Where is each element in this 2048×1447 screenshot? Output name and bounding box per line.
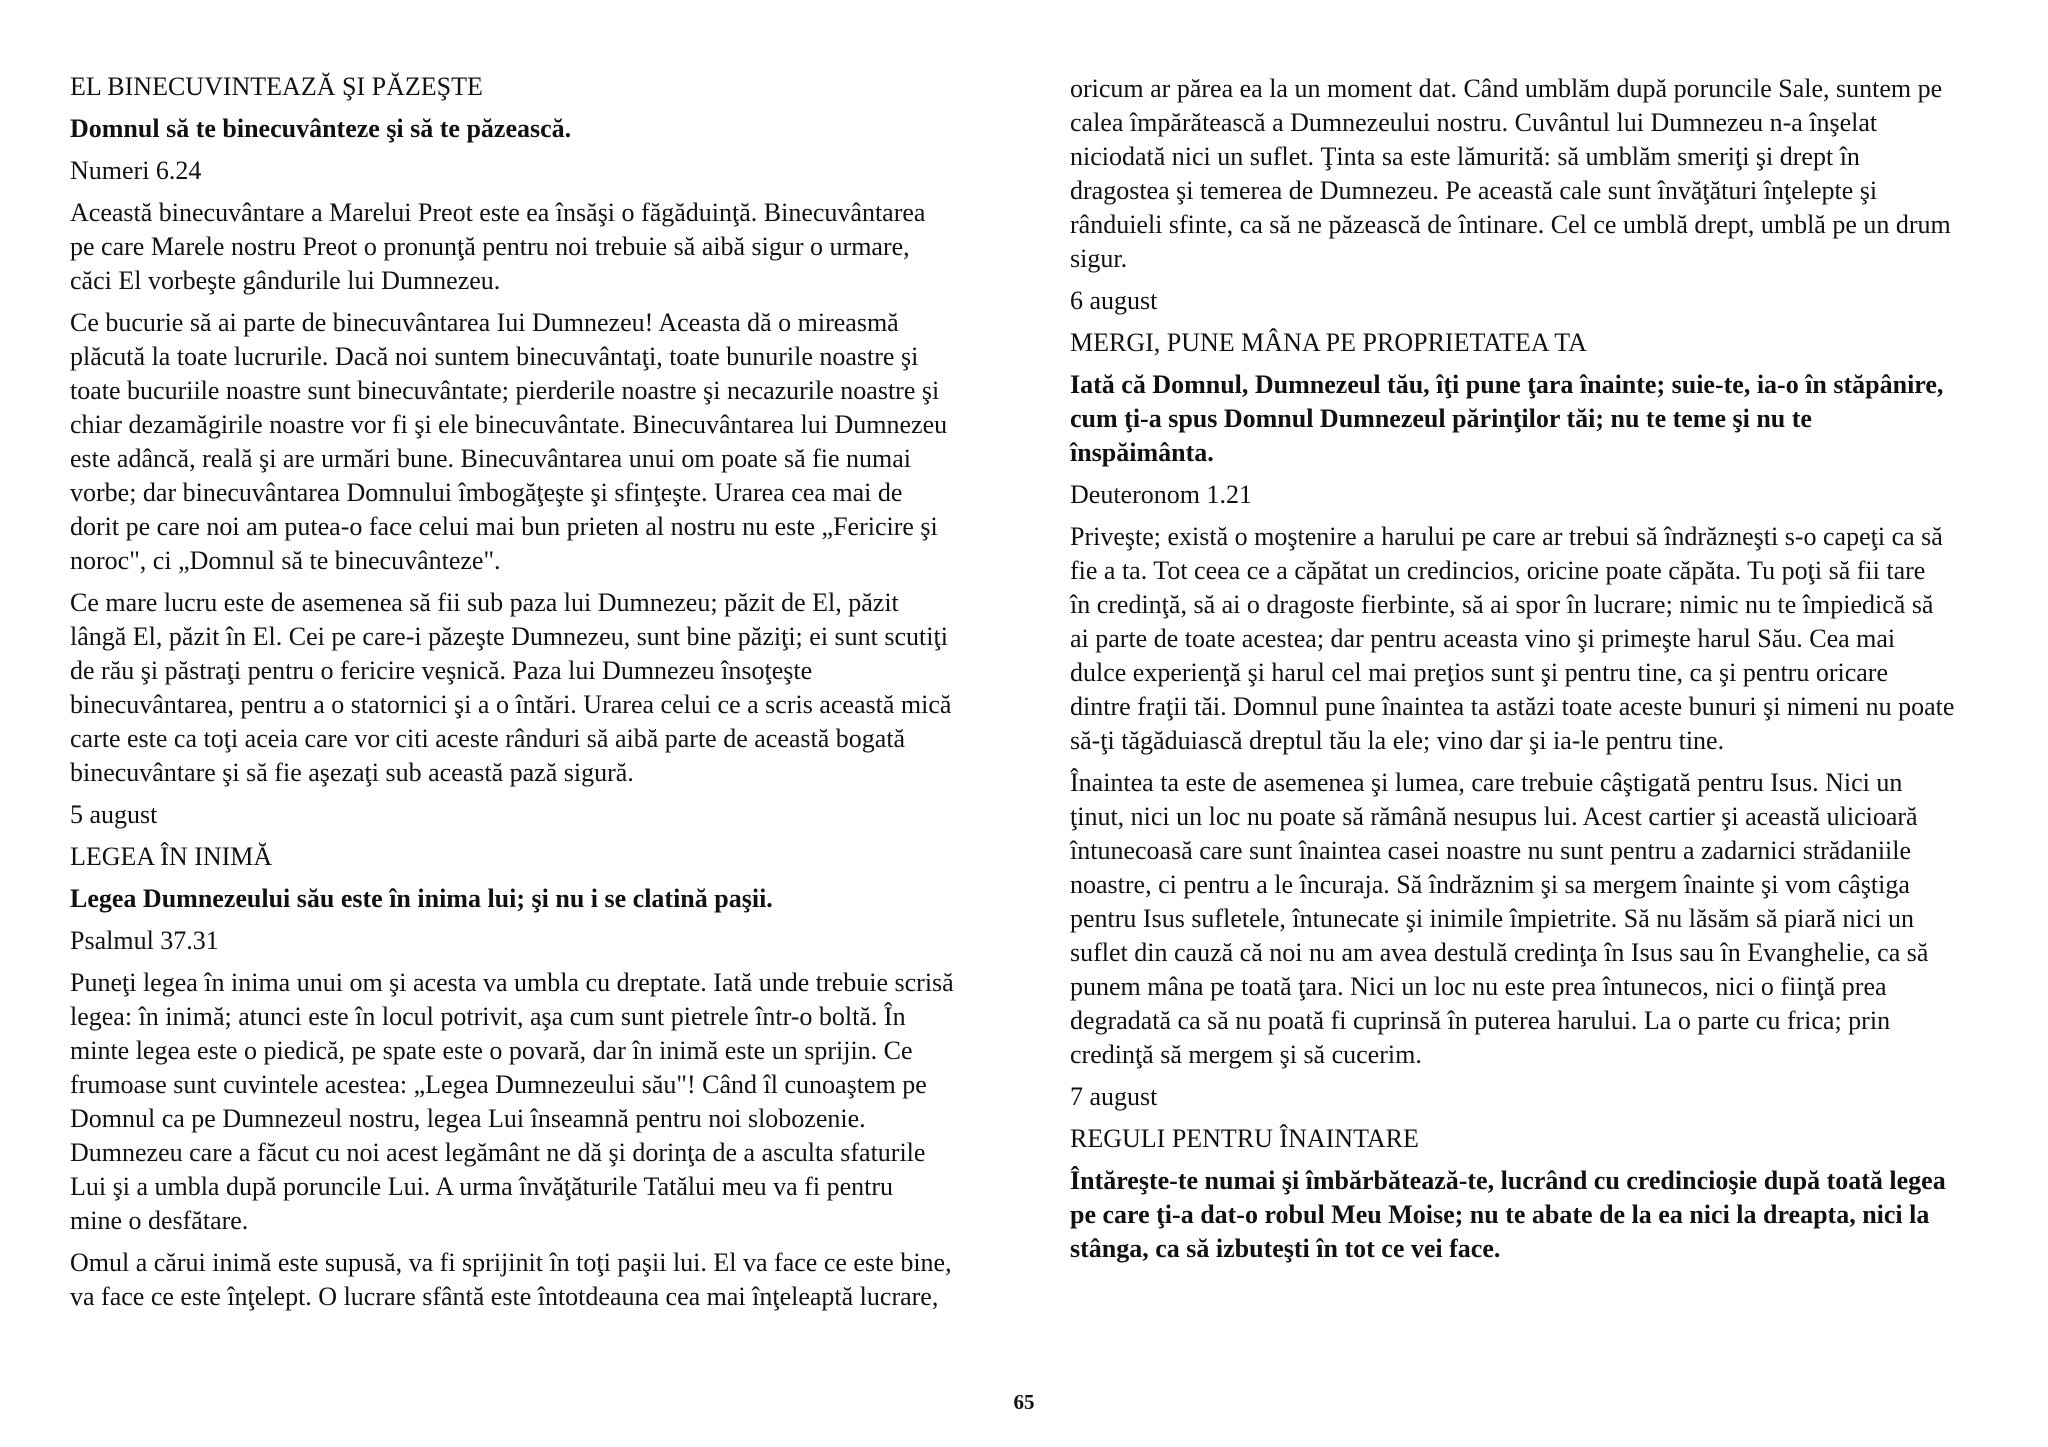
paragraph-continuation: oricum ar părea ea la un moment dat. Când umblăm după poruncile Sale, suntem pe calea împărătească a Dumnezeului nostru. Cuvântul lui Dumnezeu n-a înşelat niciodată nici un suflet. Ţinta sa este lămurită: să umblăm smeriţi şi drept în dragostea şi temerea de Dumnezeu. Pe această cale sunt învăţături înţelepte şi rânduieli sfinte, ca să ne păzească de întinare. Cel ce umblă drept, umblă pe un drum sigur. bbox=[1070, 74, 1951, 273]
entry-verse-iosua: Întăreşte-te numai şi îmbărbătează-te, lucrând cu credincioşie după toată legea pe care ţi-a dat-o robul Meu Moise; nu te abate de la ea nici la dreapta, nici la stânga, ca să izbuteşti în tot ce vei face. bbox=[1070, 1166, 1946, 1263]
entry-reference-psalmul: Psalmul 37.31 bbox=[70, 926, 219, 955]
entry-verse-numeri: Domnul să te binecuvânteze şi să te păzească. bbox=[70, 114, 572, 143]
entry-title-mergi: MERGI, PUNE MÂNA PE PROPRIETATEA TA bbox=[1070, 328, 1587, 357]
paragraph: Omul a cărui inimă este supusă, va fi sprijinit în toţi paşii lui. El va face ce este bine, va face ce este înţelept. O lucrare sfântă este întotdeauna cea mai înţeleaptă lucrare, bbox=[70, 1248, 952, 1311]
entry-verse-deuteronom: Iată că Domnul, Dumnezeul tău, îţi pune ţara înainte; suie-te, ia-o în stăpânire, cum ţi-a spus Domnul Dumnezeul părinţilor tăi; nu te teme şi nu te înspăimânta. bbox=[1070, 370, 1944, 467]
entry-date-5-august: 5 august bbox=[70, 800, 158, 829]
entry-title-legea: LEGEA ÎN INIMĂ bbox=[70, 842, 273, 871]
paragraph: Ce mare lucru este de asemenea să fii sub paza lui Dumnezeu; păzit de El, păzit lângă El, păzit în El. Cei pe care-i păzeşte Dumnezeu, sunt bine păziţi; ei sunt scutiţi de rău şi păstraţi pentru o fericire veşnică. Paza lui Dumnezeu însoţeşte binecuvântarea, pentru a o statornici şi a o întări. Urarea celui ce a scris această mică carte este ca toţi aceia care vor citi aceste rânduri să aibă parte de această bogată binecuvântare şi să fie aşezaţi sub această pază sigură. bbox=[70, 588, 952, 787]
entry-date-6-august: 6 august bbox=[1070, 286, 1158, 315]
page-number: 65 bbox=[1013, 1390, 1035, 1414]
entry-title-binecuvinteaza: EL BINECUVINTEAZĂ ŞI PĂZEŞTE bbox=[70, 72, 483, 101]
entry-title-reguli: REGULI PENTRU ÎNAINTARE bbox=[1070, 1124, 1419, 1153]
right-column bbox=[1070, 72, 1996, 1274]
entry-reference-deuteronom: Deuteronom 1.21 bbox=[1070, 480, 1252, 509]
left-column bbox=[70, 70, 992, 1322]
paragraph: Priveşte; există o moştenire a harului pe care ar trebui să îndrăzneşti s-o capeţi ca să fie a ta. Tot ceea ce a căpătat un credincios, oricine poate căpăta. Tu poţi să fii tare în credinţă, să ai o dragoste fierbinte, să ai spor în lucrare; nimic nu te împiedică să ai parte de toate acestea; dar pentru aceasta vino şi primeşte harul Său. Cea mai dulce experienţă şi harul cel mai preţios sunt şi pentru tine, ca şi pentru oricare dintre fraţii tăi. Domnul pune înaintea ta astăzi toate aceste bunuri şi nimeni nu poate să-ţi tăgăduiască dreptul tău la ele; vino dar şi ia-le pentru tine. bbox=[1070, 522, 1955, 755]
entry-verse-psalmul: Legea Dumnezeului său este în inima lui; şi nu i se clatină paşii. bbox=[70, 884, 773, 913]
paragraph: Această binecuvântare a Marelui Preot este ea însăşi o făgăduinţă. Binecuvântarea pe care Marele nostru Preot o pronunţă pentru noi trebuie să aibă sigur o urmare, căci El vorbeşte gândurile lui Dumnezeu. bbox=[70, 198, 926, 295]
entry-date-7-august: 7 august bbox=[1070, 1082, 1158, 1111]
paragraph: Înaintea ta este de asemenea şi lumea, care trebuie câştigată pentru Isus. Nici un ţinut, nici un loc nu poate să rămână nesupus lui. Acest cartier şi această ulicioară întunecoasă care sunt înaintea casei noastre nu sunt pentru a zadarnici strădaniile noastre, ci pentru a le încuraja. Să îndrăznim şi sa mergem înainte şi vom câştiga pentru Isus sufletele, întunecate şi inimile împietrite. Să nu lăsăm să piară nici un suflet din cauză că noi nu am avea destulă credinţa în Isus sau în Evanghelie, ca să punem mâna pe toată ţara. Nici un loc nu este prea întunecos, nici o fiinţă prea degradată ca să nu poată fi cuprinsă în puterea harului. La o parte cu frica; prin credinţă să mergem şi să cucerim. bbox=[1070, 768, 1929, 1069]
paragraph: Puneţi legea în inima unui om şi acesta va umbla cu dreptate. Iată unde trebuie scrisă legea: în inimă; atunci este în locul potrivit, aşa cum sunt pietrele într-o boltă. În minte legea este o piedică, pe spate este o povară, dar în inimă este un sprijin. Ce frumoase sunt cuvintele acestea: „Legea Dumnezeului său"! Când îl cunoaştem pe Domnul ca pe Dumnezeul nostru, legea Lui înseamnă pentru noi slobozenie. Dumnezeu care a făcut cu noi acest legământ ne dă şi dorinţa de a asculta sfaturile Lui şi a umbla după poruncile Lui. A urma învăţăturile Tatălui meu va fi pentru mine o desfătare. bbox=[70, 968, 954, 1235]
paragraph: Ce bucurie să ai parte de binecuvântarea Iui Dumnezeu! Aceasta dă o mireasmă plăcută la toate lucrurile. Dacă noi suntem binecuvântaţi, toate bunurile noastre şi toate bucuriile noastre sunt binecuvântate; pierderile noastre şi necazurile noastre şi chiar dezamăgirile noastre vor fi şi ele binecuvântate. Binecuvântarea lui Dumnezeu este adâncă, reală şi are urmări bune. Binecuvântarea unui om poate să fie numai vorbe; dar binecuvântarea Domnului îmbogăţeşte şi sfinţeşte. Urarea cea mai de dorit pe care noi am putea-o face celui mai bun prieten al nostru nu este „Fericire şi noroc", ci „Domnul să te binecuvânteze". bbox=[70, 308, 948, 575]
entry-reference-numeri: Numeri 6.24 bbox=[70, 156, 202, 185]
